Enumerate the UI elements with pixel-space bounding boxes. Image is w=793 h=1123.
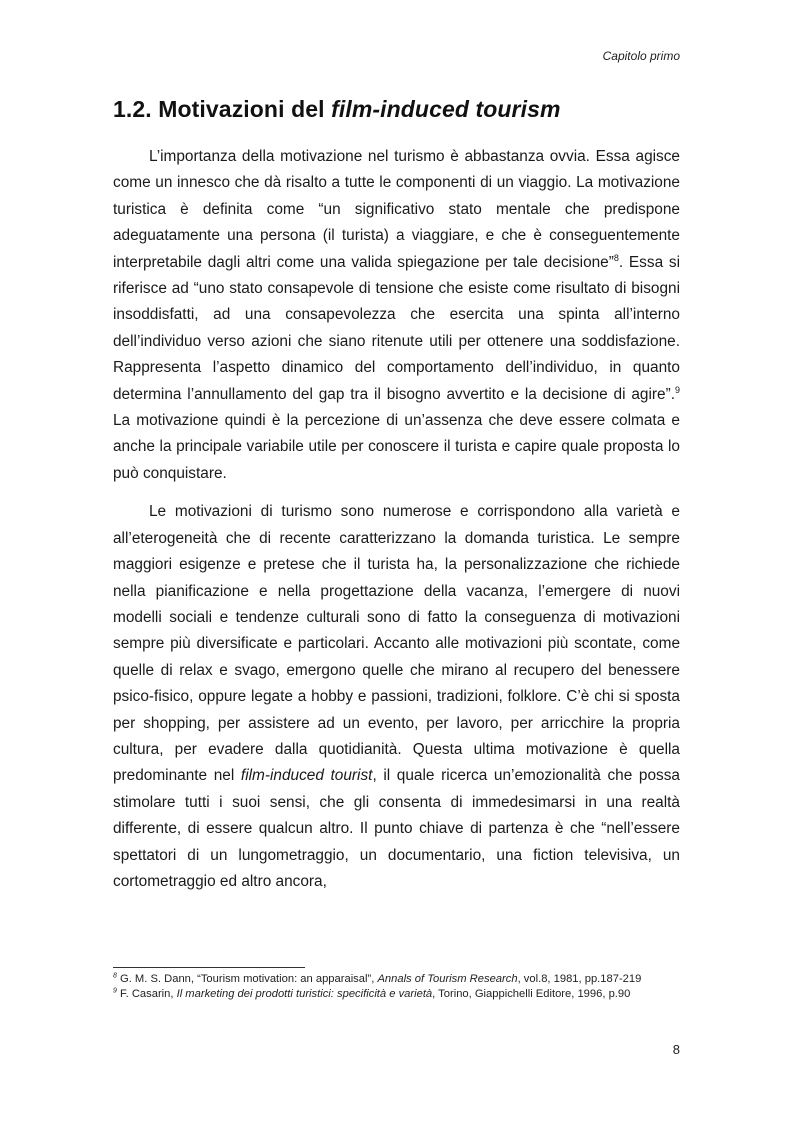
paragraph-1-part-b: . Essa si riferisce ad “uno stato consapevole di tensione che esiste come risultato di bisogni insoddisfatti, ad una consapevolezza che esercita una spinta all’interno dell’individuo verso azioni che siano ritenute utili per ottenere una soddisfazione. Rappresenta l’aspetto dinamico del comportamento dell’individuo, in quanto determina l’annullamento del gap tra il bisogno avvertito e la decisione di agire”. bbox=[113, 253, 680, 403]
footnote-8-journal: Annals of Tourism Research bbox=[377, 973, 518, 985]
footnote-9 bbox=[113, 987, 680, 1002]
footnote-ref-8: 8 bbox=[613, 252, 619, 263]
paragraph-1 bbox=[113, 144, 680, 487]
footnote-9-book-title: Il marketing dei prodotti turistici: specificità e varietà bbox=[176, 988, 433, 1000]
paragraph-1-part-a: L’importanza della motivazione nel turismo è abbastanza ovvia. Essa agisce come un innesco che dà risalto a tutte le componenti di un viaggio. La motivazione turistica è definita come “un significativo stato mentale che predispone adeguatamente una persona (il turista) a viaggiare, e che è conseguentemente interpretabile dagli altri come una valida spiegazione per tale decisione” bbox=[113, 148, 680, 271]
section-heading bbox=[113, 96, 561, 123]
footnote-8-marker: 8 bbox=[113, 972, 117, 980]
section-heading-text: 1.2. Motivazioni del bbox=[113, 96, 332, 122]
footnote-8-text-a: G. M. S. Dann, “Tourism motivation: an apparaisal”, bbox=[116, 973, 378, 985]
footnote-9-marker: 9 bbox=[113, 987, 117, 995]
footnote-8-text-b: , vol.8, 1981, pp.187-219 bbox=[517, 973, 642, 985]
paragraph-2-part-a: Le motivazioni di turismo sono numerose e corrispondono alla varietà e all’eterogeneità che di recente caratterizzano la domanda turistica. Le sempre maggiori esigenze e pretese che il turista ha, la personalizzazione che richiede nella pianificazione e nella progettazione della vacanza, l’emergere di nuovi modelli sociali e tendenze culturali sono di fatto la conseguenza di motivazioni sempre più diversificate e particolari. Accanto alle motivazioni più scontate, come quelle di relax e svago, emergono quelle che mirano al recupero del benessere psico-fisico, oppure legate a hobby e passioni, tradizioni, folklore. C’è chi si sposta per shopping, per assistere ad un evento, per lavoro, per arricchire la propria cultura, per evadere dalla quotidianità. Questa ultima motivazione è quella predominante nel bbox=[113, 503, 680, 785]
paragraph-2-italic-term: film-induced tourist bbox=[240, 767, 373, 785]
footnote-9-text-a: F. Casarin, bbox=[116, 988, 177, 1000]
footnote-9-text-b: , Torino, Giappichelli Editore, 1996, p.90 bbox=[432, 988, 631, 1000]
section-heading-italic: film-induced tourism bbox=[331, 96, 561, 122]
page-number: 8 bbox=[672, 1042, 680, 1057]
body-text bbox=[113, 144, 680, 895]
paragraph-1-part-c: La motivazione quindi è la percezione di un’assenza che deve essere colmata e anche la principale variabile utile per conoscere il turista e capire quale proposta lo può conquistare. bbox=[113, 412, 680, 482]
footnotes bbox=[113, 972, 680, 1002]
footnote-ref-9: 9 bbox=[674, 384, 680, 395]
footnote-divider bbox=[113, 967, 305, 968]
running-header: Capitolo primo bbox=[602, 49, 680, 63]
paragraph-2 bbox=[113, 499, 680, 895]
footnote-8 bbox=[113, 972, 680, 987]
paragraph-2-part-b: , il quale ricerca un’emozionalità che possa stimolare tutti i suoi sensi, che gli consenta di immedesimarsi in una realtà differente, di essere qualcun altro. Il punto chiave di partenza è che “nell’essere spettatori di un lungometraggio, un documentario, una fiction televisiva, un cortometraggio ed altro ancora, bbox=[113, 767, 680, 890]
